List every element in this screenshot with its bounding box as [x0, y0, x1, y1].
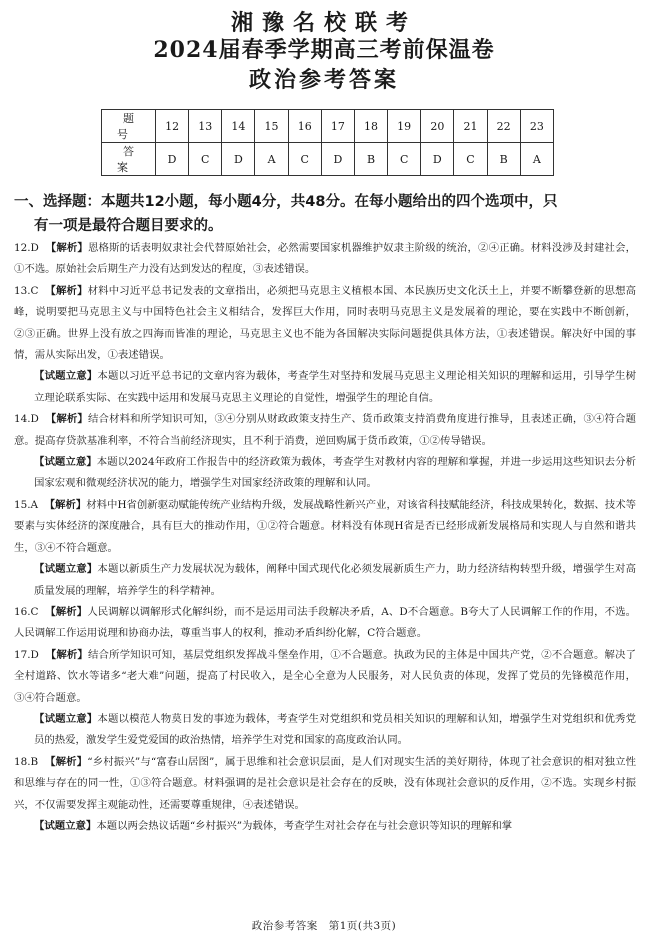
analysis-tag: 【解析】 — [45, 284, 88, 297]
section-heading — [14, 190, 636, 238]
answer-cell: C — [288, 143, 321, 176]
intent-paragraph — [14, 366, 636, 409]
question-number-cell: 16 — [288, 110, 321, 143]
question-explanation — [14, 238, 636, 281]
question-explanation — [14, 281, 636, 409]
analysis-tag: 【解析】 — [45, 755, 88, 768]
question-answer-number: 16.C — [14, 605, 39, 618]
explanation-text: 结合材料和所学知识可知，③④分别从财政政策支持生产、货币政策支持消费角度进行推导，且表述正确，③④符合题意。提高存贷款基准利率，不符合当前经济现实，且不利于消费，逆回购属于货币政策，①②传导错误。 — [14, 413, 637, 447]
question-explanation — [14, 409, 636, 495]
question-explanation — [14, 752, 636, 838]
explanation-paragraph — [14, 495, 636, 559]
question-answer-number: 17.D — [14, 648, 39, 661]
intent-tag: 【试题立意】 — [34, 370, 98, 383]
answer-cell: D — [156, 143, 189, 176]
question-number-cell: 21 — [454, 110, 487, 143]
question-number-label: 题 号 — [102, 110, 156, 143]
analysis-tag: 【解析】 — [45, 648, 88, 661]
question-number-cell: 19 — [388, 110, 421, 143]
exam-series-title: 湘豫名校联考 — [230, 10, 417, 36]
question-answer-number: 14.D — [14, 413, 39, 426]
intent-paragraph — [14, 816, 636, 837]
question-answer-number: 13.C — [14, 284, 39, 297]
question-explanation — [14, 602, 636, 645]
section-heading-line2: 有一项是最符合题目要求的。 — [34, 218, 223, 234]
answer-table — [101, 109, 554, 176]
answer-label: 答 案 — [102, 143, 156, 176]
question-answer-number: 12.D — [14, 242, 39, 254]
analysis-tag: 【解析】 — [45, 413, 88, 426]
question-answer-number: 18.B — [14, 755, 39, 768]
question-explanation — [14, 645, 636, 752]
question-number-cell: 18 — [354, 110, 387, 143]
explanation-paragraph — [14, 752, 636, 816]
explanation-text: 本题以新质生产力发展状况为载体，阐释中国式现代化必须发展新质生产力，助力经济结构转型升级，增强学生对高质量发展的理解，培养学生的科学精神。 — [34, 563, 636, 597]
explanation-paragraph — [14, 409, 636, 452]
explanation-text: “乡村振兴”与“富春山居图”，属于思维和社会意识层面，是人们对现实生活的美好期待，体现了社会意识的相对独立性和思维与存在的同一性，①③符合题意。材料强调的是社会意识是社会存在的反映，没有体现社会意识的反作用，②不选。实现乡村振兴，不仅需要发挥主观能动性，还需要尊重规律，④表述错误。 — [14, 755, 637, 811]
answer-cell: B — [487, 143, 520, 176]
explanation-text: 本题以习近平总书记的文章内容为载体，考查学生对坚持和发展马克思主义理论相关知识的理解和运用，引导学生树立理论联系实际、在实践中运用和发展马克思主义理论的自觉性，增强学生的理论自信。 — [34, 370, 636, 404]
answer-cell: D — [222, 143, 255, 176]
answer-cell: A — [520, 143, 553, 176]
answer-cell: D — [421, 143, 454, 176]
explanation-paragraph — [14, 645, 636, 709]
explanation-text: 本题以2024年政府工作报告中的经济政策为载体，考查学生对教材内容的理解和掌握，并进一步运用这些知识去分析国家宏观和微观经济状况的能力，增强学生对国家经济政策的理解和认同。 — [34, 456, 636, 490]
explanation-paragraph — [14, 238, 636, 281]
question-number-row — [102, 110, 554, 143]
subject-title: 政治参考答案 — [248, 67, 399, 93]
question-number-cell: 20 — [421, 110, 454, 143]
question-explanation — [14, 495, 636, 602]
page-footer: 政治参考答案 第1页(共3页) — [251, 920, 397, 932]
explanation-text: 本题以模范人物莫日发的事迹为载体，考查学生对党组织和党员相关知识的理解和认知，增强学生对党组织和优秀党员的热爱，激发学生爱党爱国的政治热情，培养学生对党和国家的高度政治认同。 — [34, 712, 636, 747]
explanation-text: 人民调解以调解形式化解纠纷，而不是运用司法手段解决矛盾，A、D不合题意。B夸大了人民调解工作的作用，不选。人民调解工作运用说理和协商办法，尊重当事人的权利，推动矛盾纠纷化解，C符合题意。 — [14, 605, 636, 640]
answer-cell: D — [321, 143, 354, 176]
intent-paragraph — [14, 559, 636, 602]
answer-cell: C — [388, 143, 421, 176]
intent-tag: 【试题立意】 — [34, 456, 97, 469]
intent-tag: 【试题立意】 — [34, 712, 98, 725]
question-number-cell: 14 — [222, 110, 255, 143]
intent-paragraph — [14, 709, 636, 752]
explanations — [14, 238, 636, 837]
explanation-text: 本题以两会热议话题“乡村振兴”为载体，考查学生对社会存在与社会意识等知识的理解和掌 — [96, 819, 513, 832]
answer-cell: A — [255, 143, 288, 176]
intent-paragraph — [14, 452, 636, 495]
explanation-paragraph — [14, 602, 636, 645]
question-answer-number: 15.A — [14, 498, 39, 511]
section-heading-line1: 一、选择题：本题共12小题，每小题4分，共48分。在每小题给出的四个选项中，只 — [14, 194, 558, 210]
explanation-text: 材料中习近平总书记发表的文章指出，必须把马克思主义植根本国、本民族历史文化沃土上，并要不断攀登新的思想高峰，说明要把马克思主义与中国特色社会主义相结合，发挥巨大作用，同时表明马克思主义是发展着的理论，要在实践中不断创新，②③正确。世界上没有放之四海而皆准的理论，马克思主义也不能为各国解决实际问题提供具体方法，①表述错误。解决好中国的事情，需从实际出发，①表述错误。 — [14, 284, 637, 362]
answer-cell: C — [189, 143, 222, 176]
explanation-text: 结合所学知识可知，基层党组织发挥战斗堡垒作用，①不合题意。执政为民的主体是中国共产党，②不合题意。解决了全村道路、饮水等诸多“老大难”问题，提高了村民收入，是全心全意为人民服务，对人民负责的体现，发挥了党员的先锋模范作用，③④符合题意。 — [14, 648, 637, 704]
question-number-cell: 22 — [487, 110, 520, 143]
explanation-paragraph — [14, 281, 636, 367]
explanation-text: 恩格斯的话表明奴隶社会代替原始社会，必然需要国家机器维护奴隶主阶级的统治，②④正确。材料没涉及封建社会，①不选。原始社会后期生产力没有达到发达的程度，③表述错误。 — [14, 242, 637, 276]
answer-cell: C — [454, 143, 487, 176]
analysis-tag: 【解析】 — [45, 605, 88, 618]
question-number-cell: 17 — [321, 110, 354, 143]
answer-row — [102, 143, 554, 176]
question-number-cell: 12 — [156, 110, 189, 143]
intent-tag: 【试题立意】 — [34, 819, 97, 832]
question-number-cell: 15 — [255, 110, 288, 143]
explanation-text: 材料中H省创新驱动赋能传统产业结构升级，发展战略性新兴产业，对该省科技赋能经济，科技成果转化，数据、技术等要素与实体经济的深度融合，具有巨大的推动作用，①②符合题意。材料没有体现H省是否已经形成新发展格局和实现人与自然和谐共生，③④不符合题意。 — [14, 498, 636, 554]
analysis-tag: 【解析】 — [45, 242, 88, 254]
question-number-cell: 13 — [189, 110, 222, 143]
analysis-tag: 【解析】 — [44, 498, 87, 511]
question-number-cell: 23 — [520, 110, 553, 143]
answer-cell: B — [354, 143, 387, 176]
intent-tag: 【试题立意】 — [34, 563, 98, 576]
exam-name-title: 2024届春季学期高三考前保温卷 — [153, 37, 495, 63]
